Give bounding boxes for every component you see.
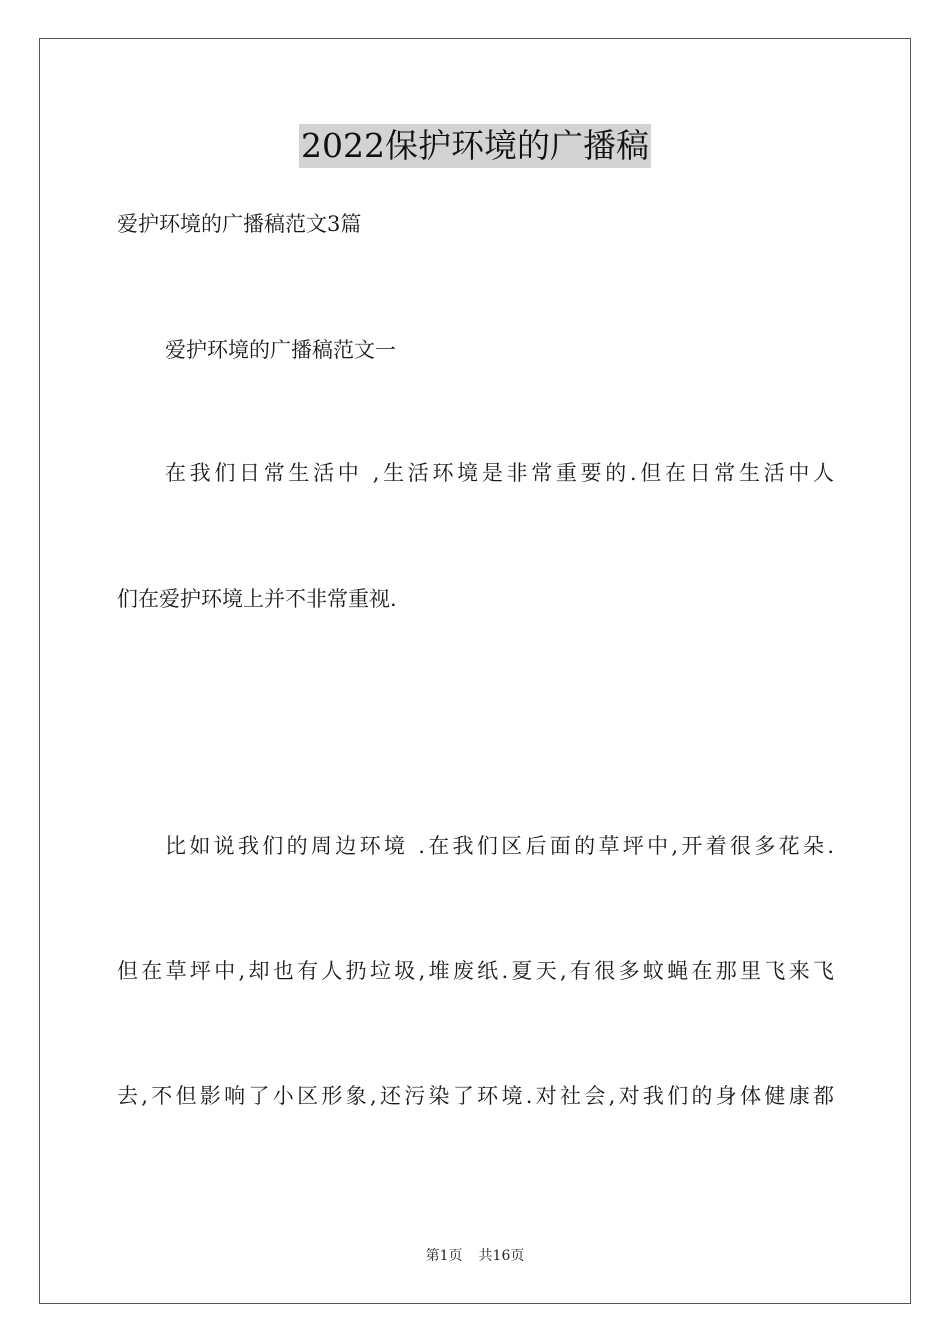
paragraph-line: 去,不但影响了小区形象,还污染了环境.对社会,对我们的身体健康都	[117, 1084, 834, 1108]
paragraph-line: 们在爱护环境上并不非常重视.	[117, 587, 397, 611]
paragraph-line: 在我们日常生活中 ,生活环境是非常重要的.但在日常生活中人	[165, 461, 834, 485]
page-number: 第1页	[425, 1248, 463, 1264]
document-title: 2022保护环境的广播稿	[299, 124, 651, 168]
paragraph-line: 但在草坪中,却也有人扔垃圾,堆废纸.夏天,有很多蚊蝇在那里飞来飞	[117, 959, 834, 983]
title-container	[0, 124, 950, 168]
document-subtitle: 爱护环境的广播稿范文3篇	[117, 212, 362, 236]
page-footer	[0, 1246, 950, 1266]
page-total: 共16页	[478, 1248, 525, 1264]
section-heading: 爱护环境的广播稿范文一	[165, 338, 396, 362]
paragraph-line: 比如说我们的周边环境 .在我们区后面的草坪中,开着很多花朵.	[165, 834, 834, 858]
